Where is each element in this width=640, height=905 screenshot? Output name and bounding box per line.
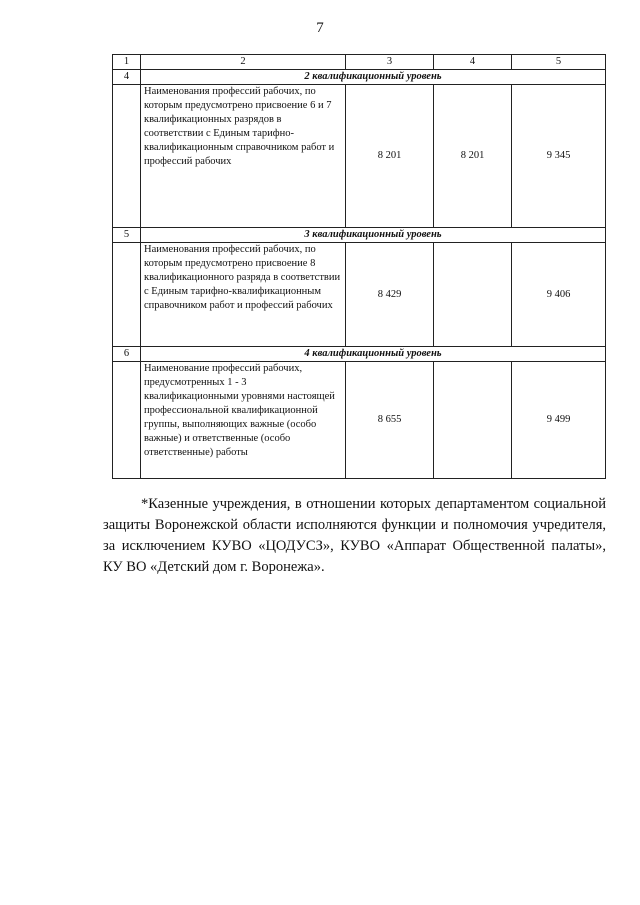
table-row bbox=[113, 85, 606, 228]
profession-description: Наименование профессий рабочих, предусмотренных 1 - 3 квалификационными уровнями настоящей профессиональной квалификационной группы, выполняющих важные (особо важные) и ответственные (особо ответственные) работы bbox=[141, 362, 346, 479]
profession-description: Наименования профессий рабочих, по которым предусмотрено присвоение 6 и 7 квалификационных разрядов в соответствии с Единым тарифно-квалификационным справочником работ и профессий рабочих bbox=[141, 85, 346, 228]
page-number: 7 bbox=[316, 20, 324, 36]
value-cell bbox=[434, 243, 512, 347]
level-title: 4 квалификационный уровень bbox=[141, 347, 606, 362]
empty-cell bbox=[113, 362, 141, 479]
footnote-text: *Казенные учреждения, в отношении которых департаментом социальной защиты Воронежской области исполняются функции и полномочия учредителя, за исключением КУВО «ЦОДУСЗ», КУВО «Аппарат Общественной палаты», КУ ВО «Детский дом г. Воронежа». bbox=[103, 496, 606, 575]
row-index: 5 bbox=[113, 228, 141, 243]
table-row bbox=[113, 362, 606, 479]
header-cell: 4 bbox=[434, 55, 512, 70]
header-cell: 3 bbox=[346, 55, 434, 70]
value-cell: 9 345 bbox=[512, 85, 606, 228]
value-cell: 8 201 bbox=[434, 85, 512, 228]
table-header-row bbox=[113, 55, 606, 70]
value-cell: 9 499 bbox=[512, 362, 606, 479]
salary-table bbox=[112, 54, 606, 479]
header-cell: 2 bbox=[141, 55, 346, 70]
footnote bbox=[103, 494, 606, 578]
value-cell: 8 429 bbox=[346, 243, 434, 347]
level-row bbox=[113, 70, 606, 85]
header-cell: 1 bbox=[113, 55, 141, 70]
row-index: 6 bbox=[113, 347, 141, 362]
profession-description: Наименования профессий рабочих, по которым предусмотрено присвоение 8 квалификационного разряда в соответствии с Единым тарифно-квалификационным справочником работ и профессий рабочих bbox=[141, 243, 346, 347]
table-row bbox=[113, 243, 606, 347]
header-cell: 5 bbox=[512, 55, 606, 70]
value-cell bbox=[434, 362, 512, 479]
value-cell: 8 655 bbox=[346, 362, 434, 479]
level-title: 2 квалификационный уровень bbox=[141, 70, 606, 85]
empty-cell bbox=[113, 85, 141, 228]
level-row bbox=[113, 228, 606, 243]
row-index: 4 bbox=[113, 70, 141, 85]
value-cell: 9 406 bbox=[512, 243, 606, 347]
value-cell: 8 201 bbox=[346, 85, 434, 228]
level-row bbox=[113, 347, 606, 362]
level-title: 3 квалификационный уровень bbox=[141, 228, 606, 243]
empty-cell bbox=[113, 243, 141, 347]
